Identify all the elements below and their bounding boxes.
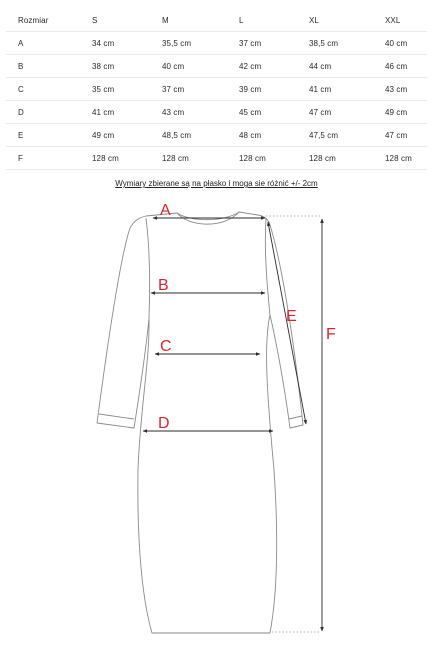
- label-a: A: [160, 202, 171, 219]
- label-c: C: [160, 338, 172, 355]
- row-label: F: [18, 154, 23, 163]
- table-cell: 40 cm: [162, 62, 185, 71]
- table-row: [0, 124, 433, 147]
- label-b: B: [158, 277, 169, 294]
- dress-measurement-diagram: [0, 190, 433, 645]
- header-cell-size: Rozmiar: [18, 16, 49, 25]
- table-row: [0, 78, 433, 101]
- measurement-note: Wymiary zbierane są na płasko i moga sie różnić +/- 2cm: [115, 179, 318, 188]
- table-cell: 39 cm: [239, 85, 262, 94]
- label-f: F: [326, 326, 336, 343]
- table-cell: 47 cm: [309, 108, 332, 117]
- table-cell: 38 cm: [92, 62, 115, 71]
- table-cell: 128 cm: [92, 154, 119, 163]
- table-cell: 40 cm: [385, 39, 408, 48]
- row-label: C: [18, 85, 24, 94]
- header-cell-s: S: [92, 16, 98, 25]
- measurement-lines: [143, 218, 322, 631]
- table-cell: 37 cm: [162, 85, 185, 94]
- table-cell: 42 cm: [239, 62, 262, 71]
- table-header-row: [0, 9, 433, 32]
- table-cell: 49 cm: [92, 131, 115, 140]
- label-d: D: [158, 415, 170, 432]
- table-cell: 38,5 cm: [309, 39, 339, 48]
- table-cell: 48 cm: [239, 131, 262, 140]
- table-cell: 41 cm: [309, 85, 332, 94]
- table-cell: 49 cm: [385, 108, 408, 117]
- table-row: [0, 147, 433, 170]
- table-cell: 43 cm: [162, 108, 185, 117]
- table-cell: 47,5 cm: [309, 131, 339, 140]
- table-cell: 48,5 cm: [162, 131, 192, 140]
- header-cell-xxl: XXL: [385, 16, 401, 25]
- row-label: A: [18, 39, 24, 48]
- header-cell-xl: XL: [309, 16, 319, 25]
- table-cell: 128 cm: [162, 154, 189, 163]
- row-label: D: [18, 108, 24, 117]
- dress-outline: [97, 212, 303, 633]
- row-label: B: [18, 62, 24, 71]
- table-cell: 47 cm: [385, 131, 408, 140]
- table-row: [0, 55, 433, 78]
- table-cell: 128 cm: [309, 154, 336, 163]
- table-cell: 37 cm: [239, 39, 262, 48]
- table-cell: 35,5 cm: [162, 39, 192, 48]
- f-guides: [266, 216, 320, 632]
- row-divider: [6, 169, 427, 170]
- table-cell: 43 cm: [385, 85, 408, 94]
- header-cell-m: M: [162, 16, 169, 25]
- table-cell: 34 cm: [92, 39, 115, 48]
- row-label: E: [18, 131, 24, 140]
- table-row: [0, 101, 433, 124]
- table-cell: 35 cm: [92, 85, 115, 94]
- header-cell-l: L: [239, 16, 244, 25]
- table-cell: 46 cm: [385, 62, 408, 71]
- table-row: [0, 32, 433, 55]
- table-cell: 128 cm: [239, 154, 266, 163]
- table-cell: 41 cm: [92, 108, 115, 117]
- label-e: E: [286, 308, 297, 325]
- table-cell: 128 cm: [385, 154, 412, 163]
- table-cell: 45 cm: [239, 108, 262, 117]
- table-cell: 44 cm: [309, 62, 332, 71]
